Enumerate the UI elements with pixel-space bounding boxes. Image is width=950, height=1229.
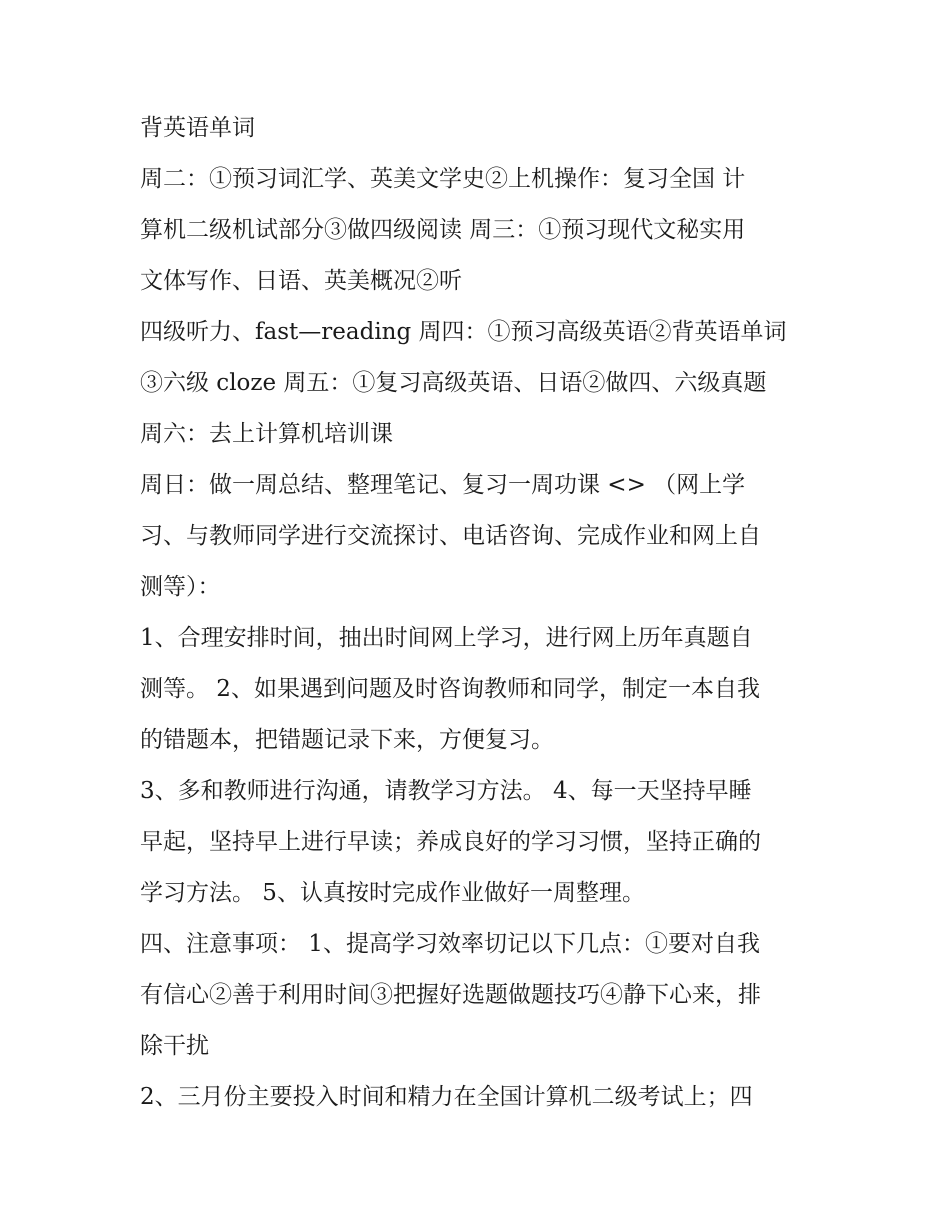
paragraph <box>140 409 820 460</box>
text-line: 2、三月份主要投入时间和精力在全国计算机二级考试上；四 <box>140 1084 753 1110</box>
text-line: 1、合理安排时间，抽出时间网上学习，进行网上历年真题自 <box>140 625 753 651</box>
text-line: 习、与教师同学进行交流探讨、电话咨询、完成作业和网上自 <box>140 523 761 549</box>
text-line: 有信心②善于利用时间③把握好选题做题技巧④静下心来，排 <box>140 982 761 1008</box>
text-line: 3、多和教师进行沟通，请教学习方法。 4、每一天坚持早睡 <box>140 778 752 804</box>
text-line: 测等）： <box>140 574 221 600</box>
text-line: 周二：①预习词汇学、英美文学史②上机操作：复习全国 计 <box>140 166 746 192</box>
paragraph <box>140 103 820 154</box>
text-line: 除干扰 <box>140 1033 209 1059</box>
paragraph <box>140 766 820 919</box>
text-line: 背英语单词 <box>140 115 255 141</box>
document-body <box>140 103 820 1123</box>
text-line: 测等。 2、如果遇到问题及时咨询教师和同学，制定一本自我 <box>140 676 760 702</box>
text-line: 文体写作、日语、英美概况②听 <box>140 268 462 294</box>
text-line: 早起，坚持早上进行早读；养成良好的学习习惯，坚持正确的 <box>140 829 761 855</box>
text-line: 算机二级机试部分③做四级阅读 周三：①预习现代文秘实用 <box>140 217 746 243</box>
paragraph <box>140 613 820 766</box>
paragraph <box>140 307 820 409</box>
text-line: 周日：做一周总结、整理笔记、复习一周功课 <> （网上学 <box>140 472 746 498</box>
text-line: 四、注意事项： 1、提高学习效率切记以下几点：①要对自我 <box>140 931 760 957</box>
paragraph <box>140 460 820 613</box>
text-line: ③六级 cloze 周五：①复习高级英语、日语②做四、六级真题 <box>140 370 767 396</box>
paragraph <box>140 919 820 1072</box>
text-line: 的错题本，把错题记录下来，方便复习。 <box>140 727 554 753</box>
text-line: 四级听力、fast—reading 周四：①预习高级英语②背英语单词 <box>140 319 787 345</box>
text-line: 周六：去上计算机培训课 <box>140 421 393 447</box>
paragraph <box>140 1072 820 1123</box>
text-line: 学习方法。 5、认真按时完成作业做好一周整理。 <box>140 880 645 906</box>
paragraph <box>140 154 820 307</box>
